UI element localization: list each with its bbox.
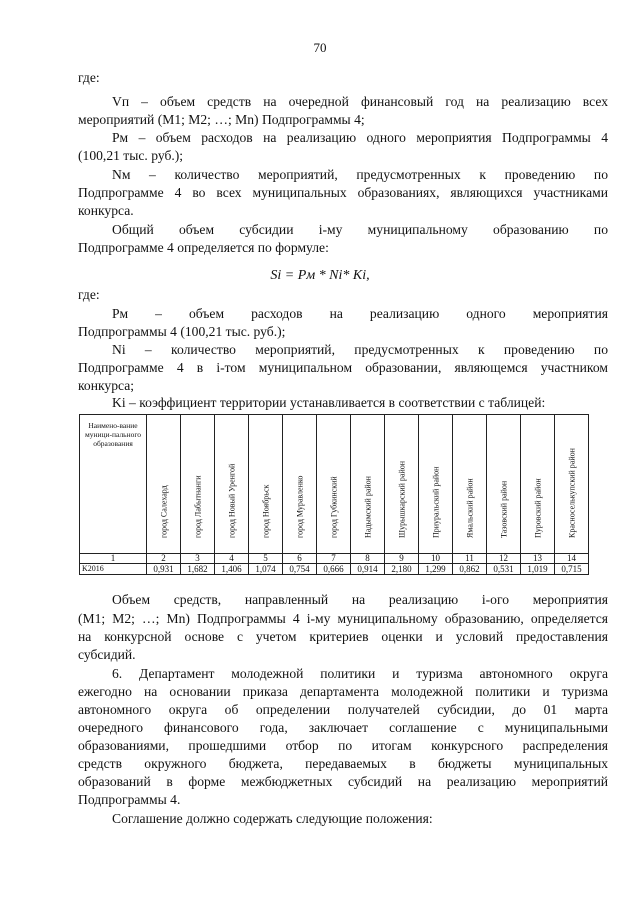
- num-cell: 8: [351, 554, 385, 564]
- col-header: Приуральский район: [419, 415, 453, 554]
- page-number: 70: [313, 40, 327, 55]
- num-cell: 12: [487, 554, 521, 564]
- pm-definition-2-cont: Подпрограммы 4 (100,21 тыс. руб.);: [78, 324, 286, 339]
- num-cell: 2: [147, 554, 181, 564]
- ni-definition-end: конкурса;: [78, 378, 135, 393]
- volume-paragraph-end: субсидий.: [78, 647, 136, 662]
- pm-definition-2: Pм – объем расходов на реализацию одного мероприятия: [112, 306, 608, 321]
- pm-definition: Pм – объем расходов на реализацию одного мероприятия Подпрограммы 4: [112, 130, 608, 145]
- num-cell: 3: [181, 554, 215, 564]
- volume-paragraph-cont: (M1; M2; …; Mn) Подпрограммы 4 i-му муниципальному образованию, определяется: [78, 611, 608, 626]
- col-header: город Лабытнанги: [181, 415, 215, 554]
- paragraph-6-cont: ежегодно на основании приказа департамента молодежной политики и туризма: [78, 684, 608, 699]
- paragraph-6: 6. Департамент молодежной политики и туризма автономного округа: [112, 666, 608, 681]
- col-header: Тазовский район: [487, 415, 521, 554]
- paragraph-6-end: Подпрограммы 4.: [78, 792, 181, 807]
- vn-definition: Vп – объем средств на очередной финансовый год на реализацию всех: [112, 94, 608, 109]
- table-header-row: [80, 415, 589, 554]
- col-header: город Муравленко: [283, 415, 317, 554]
- subsidy-formula: Si = Pм * Ni* Ki,: [270, 268, 370, 283]
- col-header: город Губкинский: [317, 415, 351, 554]
- value-cell: 0,754: [283, 564, 317, 575]
- value-cell: 1,406: [215, 564, 249, 575]
- num-cell: 6: [283, 554, 317, 564]
- paragraph-6-cont: средств окружного бюджета, передаваемых в бюджеты муниципальных: [78, 756, 608, 771]
- num-cell: 14: [555, 554, 589, 564]
- paragraph-6-cont: образований в форме межбюджетных субсидий на реализацию мероприятий: [78, 774, 608, 789]
- nm-definition-cont: Подпрограмме 4 во всех муниципальных образованиях, являющихся участниками: [78, 185, 608, 200]
- table-number-row: [80, 554, 589, 564]
- value-cell: 0,862: [453, 564, 487, 575]
- value-cell: 0,931: [147, 564, 181, 575]
- value-cell: 1,074: [249, 564, 283, 575]
- num-cell: 5: [249, 554, 283, 564]
- num-cell: 1: [80, 554, 147, 564]
- num-cell: 13: [521, 554, 555, 564]
- paragraph-6-cont: очередного финансового года, заключает соглашение с муниципальными: [78, 720, 608, 735]
- total-subsidy-text-cont: Подпрограмме 4 определяется по формуле:: [78, 240, 329, 255]
- value-cell: 1,299: [419, 564, 453, 575]
- num-cell: 10: [419, 554, 453, 564]
- pm-definition-cont: (100,21 тыс. руб.);: [78, 148, 184, 163]
- num-cell: 7: [317, 554, 351, 564]
- ki-definition: Ki – коэффициент территории устанавливается в соответствии с таблицей:: [112, 395, 546, 410]
- col-header: Красноселькупский район: [555, 415, 589, 554]
- num-cell: 9: [385, 554, 419, 564]
- col-header: город Салехард: [147, 415, 181, 554]
- coefficient-table: [79, 414, 589, 575]
- where-label: где:: [78, 70, 100, 85]
- col-header: город Новый Уренгой: [215, 415, 249, 554]
- value-cell: 1,019: [521, 564, 555, 575]
- value-cell: 1,682: [181, 564, 215, 575]
- ni-definition-cont: Подпрограмме 4 в i-том муниципальном образовании, являющемся участником: [78, 360, 608, 375]
- paragraph-6-cont: автономного округа об определении получателей субсидии, до 01 марта: [78, 702, 608, 717]
- value-cell: 0,715: [555, 564, 589, 575]
- nm-definition: Nм – количество мероприятий, предусмотренных к проведению по: [112, 167, 608, 182]
- num-cell: 4: [215, 554, 249, 564]
- ni-definition: Ni – количество мероприятий, предусмотренных к проведению по: [112, 342, 608, 357]
- volume-paragraph-cont: на конкурсной основе с учетом критериев оценки и условий предоставления: [78, 629, 608, 644]
- table-values-row: [80, 564, 589, 575]
- paragraph-6-cont: образованиями, прошедшими отбор по итогам конкурсного распределения: [78, 738, 608, 753]
- col-header: Пуровский район: [521, 415, 555, 554]
- value-cell: 2,180: [385, 564, 419, 575]
- col-header: Ямальский район: [453, 415, 487, 554]
- value-cell: 0,666: [317, 564, 351, 575]
- value-cell: 0,531: [487, 564, 521, 575]
- col-header: Шурышкарский район: [385, 415, 419, 554]
- col-header: город Ноябрьск: [249, 415, 283, 554]
- header-name-cell: Наимено-вание муници-пального образования: [80, 415, 147, 554]
- vn-definition-cont: мероприятий (M1; M2; …; Mn) Подпрограммы 4;: [78, 112, 365, 127]
- volume-paragraph: Объем средств, направленный на реализацию i-ого мероприятия: [112, 592, 608, 607]
- num-cell: 11: [453, 554, 487, 564]
- value-cell: 0,914: [351, 564, 385, 575]
- agreement-intro: Соглашение должно содержать следующие положения:: [112, 811, 433, 826]
- k-label-cell: K2016: [80, 564, 147, 575]
- col-header: Надымский район: [351, 415, 385, 554]
- where-label-2: где:: [78, 287, 100, 302]
- total-subsidy-text: Общий объем субсидии i-му муниципальному образованию по: [112, 222, 608, 237]
- nm-definition-end: конкурса.: [78, 203, 134, 218]
